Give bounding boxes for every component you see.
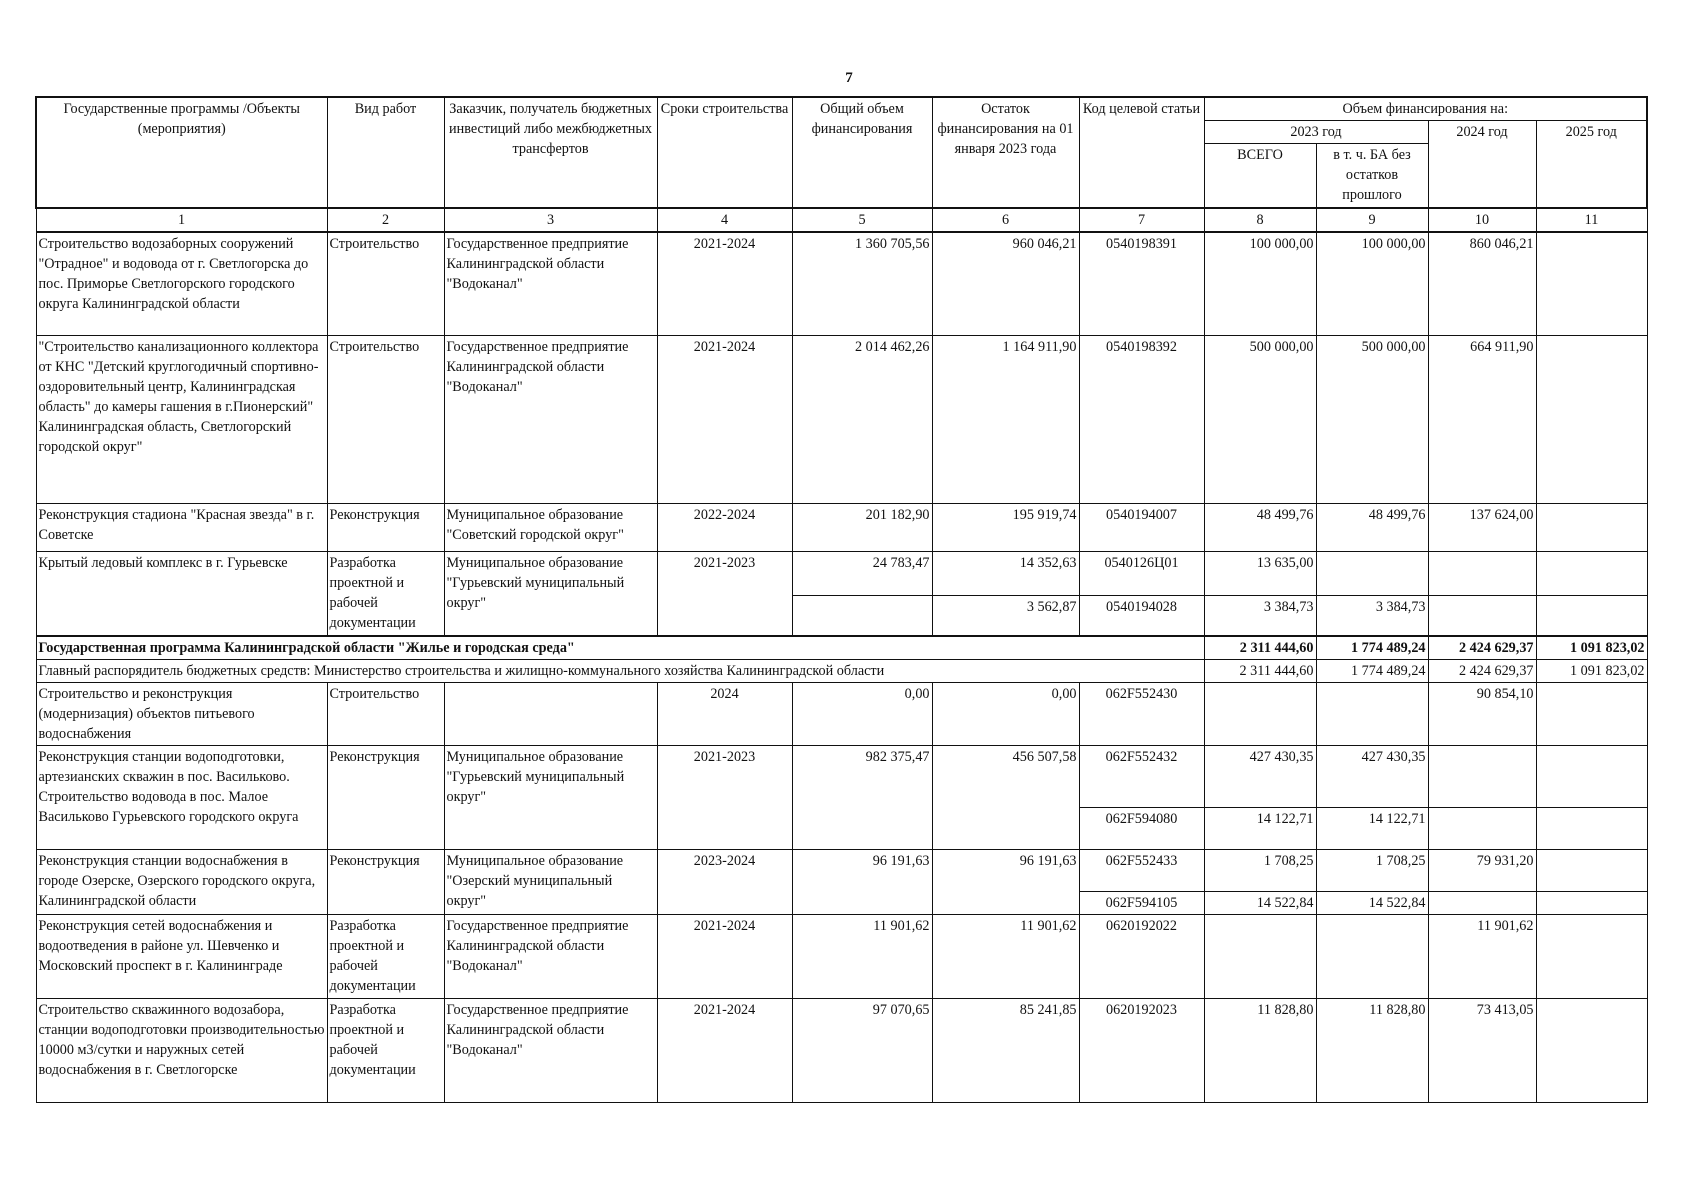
period: 2021-2024 [657, 336, 792, 504]
object-name: Строительство водозаборных сооружений "Отрадное" и водовода от г. Светлогорска до пос. Приморье Светлогорского городского округа Калининградской области [36, 232, 327, 336]
object-name: Реконструкция стадиона "Красная звезда" в г. Советске [36, 504, 327, 552]
customer: Муниципальное образование "Гурьевский муниципальный округ" [444, 745, 657, 849]
table-row [36, 336, 1647, 504]
column-number: 10 [1428, 208, 1536, 232]
work-type: Строительство [327, 336, 444, 504]
total-funding: 0,00 [792, 682, 932, 745]
funding-2023: 100 000,00 [1204, 232, 1316, 336]
target-code: 0540126Ц01 [1079, 552, 1204, 596]
work-type: Разработка проектной и рабочей документации [327, 914, 444, 998]
header-programs: Государственные программы /Объекты (мероприятия) [36, 97, 327, 208]
table-row [36, 682, 1647, 745]
header-2025: 2025 год [1536, 121, 1647, 208]
funding-2025 [1536, 891, 1647, 914]
funding-2023: 3 384,73 [1204, 596, 1316, 636]
total-funding: 24 783,47 [792, 552, 932, 596]
column-number: 1 [36, 208, 327, 232]
funding-2023: 14 522,84 [1204, 891, 1316, 914]
funding-2023: 13 635,00 [1204, 552, 1316, 596]
funding-2024 [1428, 552, 1536, 596]
period: 2024 [657, 682, 792, 745]
target-code: 0540198392 [1079, 336, 1204, 504]
customer: Государственное предприятие Калининградской области "Водоканал" [444, 232, 657, 336]
funding-2024: 73 413,05 [1428, 998, 1536, 1102]
remaining-funding: 11 901,62 [932, 914, 1079, 998]
remaining-funding: 456 507,58 [932, 745, 1079, 849]
funding-2023-ba: 14 522,84 [1316, 891, 1428, 914]
funding-2023: 14 122,71 [1204, 807, 1316, 849]
funding-2025 [1536, 336, 1647, 504]
period: 2022-2024 [657, 504, 792, 552]
funding-2024: 664 911,90 [1428, 336, 1536, 504]
funding-2025 [1536, 807, 1647, 849]
target-code: 062F552433 [1079, 849, 1204, 891]
funding-2023-ba: 427 430,35 [1316, 745, 1428, 807]
customer: Муниципальное образование "Советский городской округ" [444, 504, 657, 552]
funding-2023 [1204, 682, 1316, 745]
funding-2023-ba: 100 000,00 [1316, 232, 1428, 336]
funding-2023-ba: 1 774 489,24 [1316, 636, 1428, 660]
column-numbers-row [36, 208, 1647, 232]
funding-2023-ba: 11 828,80 [1316, 998, 1428, 1102]
remaining-funding: 96 191,63 [932, 849, 1079, 914]
target-code: 0620192023 [1079, 998, 1204, 1102]
period: 2021-2023 [657, 552, 792, 636]
funding-2024 [1428, 745, 1536, 807]
total-funding-empty [792, 596, 932, 636]
funding-2024: 2 424 629,37 [1428, 636, 1536, 660]
total-funding: 11 901,62 [792, 914, 932, 998]
header-2023-ba: в т. ч. БА без остатков прошлого [1316, 144, 1428, 208]
total-funding: 2 014 462,26 [792, 336, 932, 504]
header-2023-total: ВСЕГО [1204, 144, 1316, 208]
funding-2023-ba [1316, 552, 1428, 596]
budget-manager-name: Главный распорядитель бюджетных средств: Министерство строительства и жилищно-коммунального хозяйства Калининградской области [36, 659, 1204, 682]
header-customer: Заказчик, получатель бюджетных инвестиций либо межбюджетных трансфертов [444, 97, 657, 208]
funding-2024: 137 624,00 [1428, 504, 1536, 552]
object-name: Строительство скважинного водозабора, станции водоподготовки производительностью 10000 м3/сутки и наружных сетей водоснабжения в г. Светлогорске [36, 998, 327, 1102]
funding-2025 [1536, 914, 1647, 998]
total-funding: 982 375,47 [792, 745, 932, 849]
funding-2025 [1536, 552, 1647, 596]
header-period: Сроки строительства [657, 97, 792, 208]
funding-2025 [1536, 682, 1647, 745]
funding-2023-ba: 1 774 489,24 [1316, 659, 1428, 682]
total-funding: 1 360 705,56 [792, 232, 932, 336]
funding-2023-ba [1316, 682, 1428, 745]
funding-2023: 427 430,35 [1204, 745, 1316, 807]
column-number: 7 [1079, 208, 1204, 232]
work-type: Разработка проектной и рабочей документации [327, 552, 444, 636]
funding-2023 [1204, 914, 1316, 998]
target-code: 062F594080 [1079, 807, 1204, 849]
funding-2025 [1536, 745, 1647, 807]
budget-table [35, 96, 1648, 1103]
funding-2023-ba: 14 122,71 [1316, 807, 1428, 849]
work-type: Реконструкция [327, 504, 444, 552]
funding-2023-ba [1316, 914, 1428, 998]
remaining-funding: 3 562,87 [932, 596, 1079, 636]
funding-2025 [1536, 232, 1647, 336]
target-code: 062F594105 [1079, 891, 1204, 914]
column-number: 6 [932, 208, 1079, 232]
object-name: Реконструкция сетей водоснабжения и водоотведения в районе ул. Шевченко и Московский проспект в г. Калининграде [36, 914, 327, 998]
funding-2024: 2 424 629,37 [1428, 659, 1536, 682]
remaining-funding: 960 046,21 [932, 232, 1079, 336]
funding-2023-ba: 3 384,73 [1316, 596, 1428, 636]
header-work-type: Вид работ [327, 97, 444, 208]
total-funding: 201 182,90 [792, 504, 932, 552]
funding-2023: 48 499,76 [1204, 504, 1316, 552]
total-funding: 96 191,63 [792, 849, 932, 914]
target-code: 062F552432 [1079, 745, 1204, 807]
column-number: 8 [1204, 208, 1316, 232]
object-name: Реконструкция станции водоснабжения в городе Озерске, Озерского городского округа, Калининградской области [36, 849, 327, 914]
table-row [36, 914, 1647, 998]
funding-2025 [1536, 596, 1647, 636]
funding-2025 [1536, 504, 1647, 552]
funding-2024 [1428, 596, 1536, 636]
funding-2023-ba: 500 000,00 [1316, 336, 1428, 504]
work-type: Строительство [327, 232, 444, 336]
remaining-funding: 85 241,85 [932, 998, 1079, 1102]
column-number: 5 [792, 208, 932, 232]
column-number: 3 [444, 208, 657, 232]
period: 2021-2024 [657, 914, 792, 998]
work-type: Реконструкция [327, 849, 444, 914]
funding-2023: 500 000,00 [1204, 336, 1316, 504]
column-number: 9 [1316, 208, 1428, 232]
table-row [36, 232, 1647, 336]
customer: Государственное предприятие Калининградской области "Водоканал" [444, 336, 657, 504]
target-code: 0540194028 [1079, 596, 1204, 636]
header-funding-group: Объем финансирования на: [1204, 97, 1647, 121]
object-name: "Строительство канализационного коллектора от КНС "Детский круглогодичный спортивно-оздоровительный центр, Калининградская область" до камеры гашения в г.Пионерский" Калининградская область, Светлогорский городской округ" [36, 336, 327, 504]
funding-2023: 2 311 444,60 [1204, 659, 1316, 682]
funding-2025 [1536, 998, 1647, 1102]
funding-2023: 11 828,80 [1204, 998, 1316, 1102]
customer: Государственное предприятие Калининградской области "Водоканал" [444, 914, 657, 998]
customer: Муниципальное образование "Озерский муниципальный округ" [444, 849, 657, 914]
remaining-funding: 14 352,63 [932, 552, 1079, 596]
budget-manager-row [36, 659, 1647, 682]
column-number: 2 [327, 208, 444, 232]
table-row [36, 745, 1647, 807]
funding-2023: 2 311 444,60 [1204, 636, 1316, 660]
program-total-row [36, 636, 1647, 660]
table-row [36, 849, 1647, 891]
target-code: 0540198391 [1079, 232, 1204, 336]
header-target-code: Код целевой статьи [1079, 97, 1204, 208]
table-row [36, 552, 1647, 596]
object-name: Реконструкция станции водоподготовки, артезианских скважин в пос. Васильково. Строительство водовода в пос. Малое Васильково Гурьевского городского округа [36, 745, 327, 849]
table-header [36, 97, 1647, 208]
customer: Государственное предприятие Калининградской области "Водоканал" [444, 998, 657, 1102]
work-type: Разработка проектной и рабочей документации [327, 998, 444, 1102]
period: 2021-2024 [657, 232, 792, 336]
funding-2024: 79 931,20 [1428, 849, 1536, 891]
funding-2025: 1 091 823,02 [1536, 636, 1647, 660]
funding-2025 [1536, 849, 1647, 891]
header-total-funding: Общий объем финансирования [792, 97, 932, 208]
funding-2024: 860 046,21 [1428, 232, 1536, 336]
object-name: Крытый ледовый комплекс в г. Гурьевске [36, 552, 327, 636]
funding-2024 [1428, 807, 1536, 849]
header-2023: 2023 год [1204, 121, 1428, 144]
target-code: 062F552430 [1079, 682, 1204, 745]
header-2024: 2024 год [1428, 121, 1536, 208]
target-code: 0540194007 [1079, 504, 1204, 552]
target-code: 0620192022 [1079, 914, 1204, 998]
customer [444, 682, 657, 745]
column-number: 4 [657, 208, 792, 232]
funding-2023-ba: 1 708,25 [1316, 849, 1428, 891]
funding-2025: 1 091 823,02 [1536, 659, 1647, 682]
customer: Муниципальное образование "Гурьевский муниципальный округ" [444, 552, 657, 636]
funding-2024: 90 854,10 [1428, 682, 1536, 745]
header-remaining: Остаток финансирования на 01 января 2023 года [932, 97, 1079, 208]
page-number: 7 [845, 70, 853, 86]
funding-2023-ba: 48 499,76 [1316, 504, 1428, 552]
period: 2021-2023 [657, 745, 792, 849]
table-row [36, 998, 1647, 1102]
table-row [36, 504, 1647, 552]
column-number: 11 [1536, 208, 1647, 232]
work-type: Строительство [327, 682, 444, 745]
work-type: Реконструкция [327, 745, 444, 849]
remaining-funding: 0,00 [932, 682, 1079, 745]
funding-2024 [1428, 891, 1536, 914]
funding-2023: 1 708,25 [1204, 849, 1316, 891]
remaining-funding: 195 919,74 [932, 504, 1079, 552]
funding-2024: 11 901,62 [1428, 914, 1536, 998]
object-name: Строительство и реконструкция (модернизация) объектов питьевого водоснабжения [36, 682, 327, 745]
period: 2021-2024 [657, 998, 792, 1102]
total-funding: 97 070,65 [792, 998, 932, 1102]
period: 2023-2024 [657, 849, 792, 914]
remaining-funding: 1 164 911,90 [932, 336, 1079, 504]
program-name: Государственная программа Калининградской области "Жилье и городская среда" [36, 636, 1204, 660]
